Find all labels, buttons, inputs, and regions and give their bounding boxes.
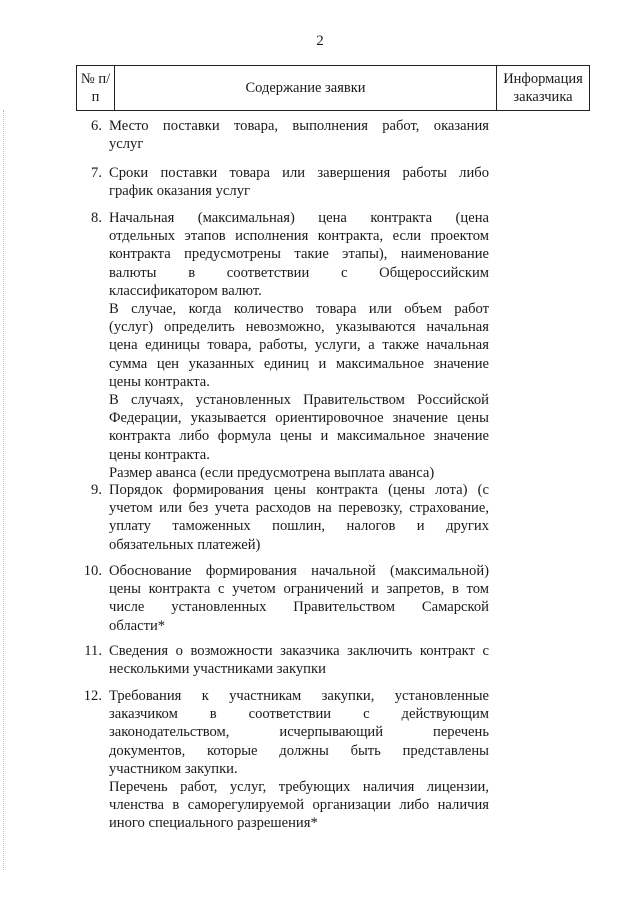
header-col-info: Информация заказчика [497, 66, 590, 111]
item-line: заказчиком в соответствии с действующим [109, 706, 489, 723]
item-line: Федерации, указывается ориентировочное значение цены [109, 410, 489, 427]
item-number: 10. [83, 563, 102, 579]
page-number: 2 [316, 33, 324, 49]
item-line: (услуг) определить невозможно, указываются начальная [109, 319, 489, 336]
item-line: учетом или без учета расходов на перевозку, страхование, [109, 500, 489, 517]
item-line: Сведения о возможности заказчика заключить контракт с [109, 643, 489, 659]
list-item [76, 117, 489, 153]
item-line: Начальная (максимальная) цена контракта (цена [109, 210, 489, 226]
list-item [76, 562, 489, 635]
list-item [76, 164, 489, 200]
item-line: числе установленных Правительством Самарской [109, 599, 489, 616]
item-line: Порядок формирования цены контракта (цены лота) (с [109, 482, 489, 498]
item-line: цены контракта. [109, 446, 210, 463]
list-item [76, 209, 489, 482]
item-line: членства в саморегулируемой организации либо наличия [109, 797, 489, 814]
item-line: документов, которые должны быть представлены [109, 742, 489, 759]
item-line: иного специального разрешения* [109, 815, 318, 832]
item-line: цена единицы товара, работы, услуги, а также начальная [109, 337, 489, 354]
item-number: 12. [83, 688, 102, 704]
item-line: В случаях, установленных Правительством Российской [109, 392, 489, 409]
item-line: уплату таможенных пошлин, налогов и других [109, 518, 489, 535]
header-col-num: № п/п [77, 66, 115, 111]
item-line: классификатором валют. [109, 282, 262, 299]
header-col-content: Содержание заявки [115, 66, 497, 111]
item-line: график оказания услуг [109, 183, 250, 200]
item-line: Перечень работ, услуг, требующих наличия лицензии, [109, 779, 489, 796]
item-line: законодательством, исчерпывающий перечень [109, 724, 489, 741]
item-line: Размер аванса (если предусмотрена выплата аванса) [109, 464, 435, 481]
item-number: 11. [84, 643, 102, 659]
item-line: В случае, когда количество товара или объем работ [109, 301, 489, 318]
item-line: области* [109, 617, 166, 634]
item-line: Место поставки товара, выполнения работ, оказания [109, 118, 489, 134]
item-line: сумма цен указанных единиц и максимальное значение [109, 355, 489, 372]
list-item [76, 481, 489, 554]
list-item [76, 687, 489, 833]
item-line: услуг [109, 136, 144, 153]
item-line: участником закупки. [109, 760, 238, 777]
item-line: Сроки поставки товара или завершения работы либо [109, 165, 489, 181]
item-line: цены контракта с учетом ограничений и запретов, в том [109, 581, 489, 598]
item-line: Требования к участникам закупки, установленные [109, 688, 489, 704]
item-line: несколькими участниками закупки [109, 661, 326, 678]
item-line: обязательных платежей) [109, 536, 261, 553]
item-number: 9. [91, 482, 102, 498]
item-line: контракта либо формула цены и максимальное значение [109, 428, 489, 445]
item-number: 6. [91, 118, 102, 134]
item-line: отдельных этапов исполнения контракта, если проектом [109, 228, 489, 245]
item-line: Обоснование формирования начальной (максимальной) [109, 563, 489, 579]
list-item [76, 642, 489, 678]
item-line: контракта предусмотрены такие этапы), наименование [109, 246, 489, 263]
item-line: цены контракта. [109, 373, 210, 390]
item-number: 8. [91, 210, 102, 226]
item-number: 7. [91, 165, 102, 181]
item-line: валюты в соответствии с Общероссийским [109, 264, 489, 281]
